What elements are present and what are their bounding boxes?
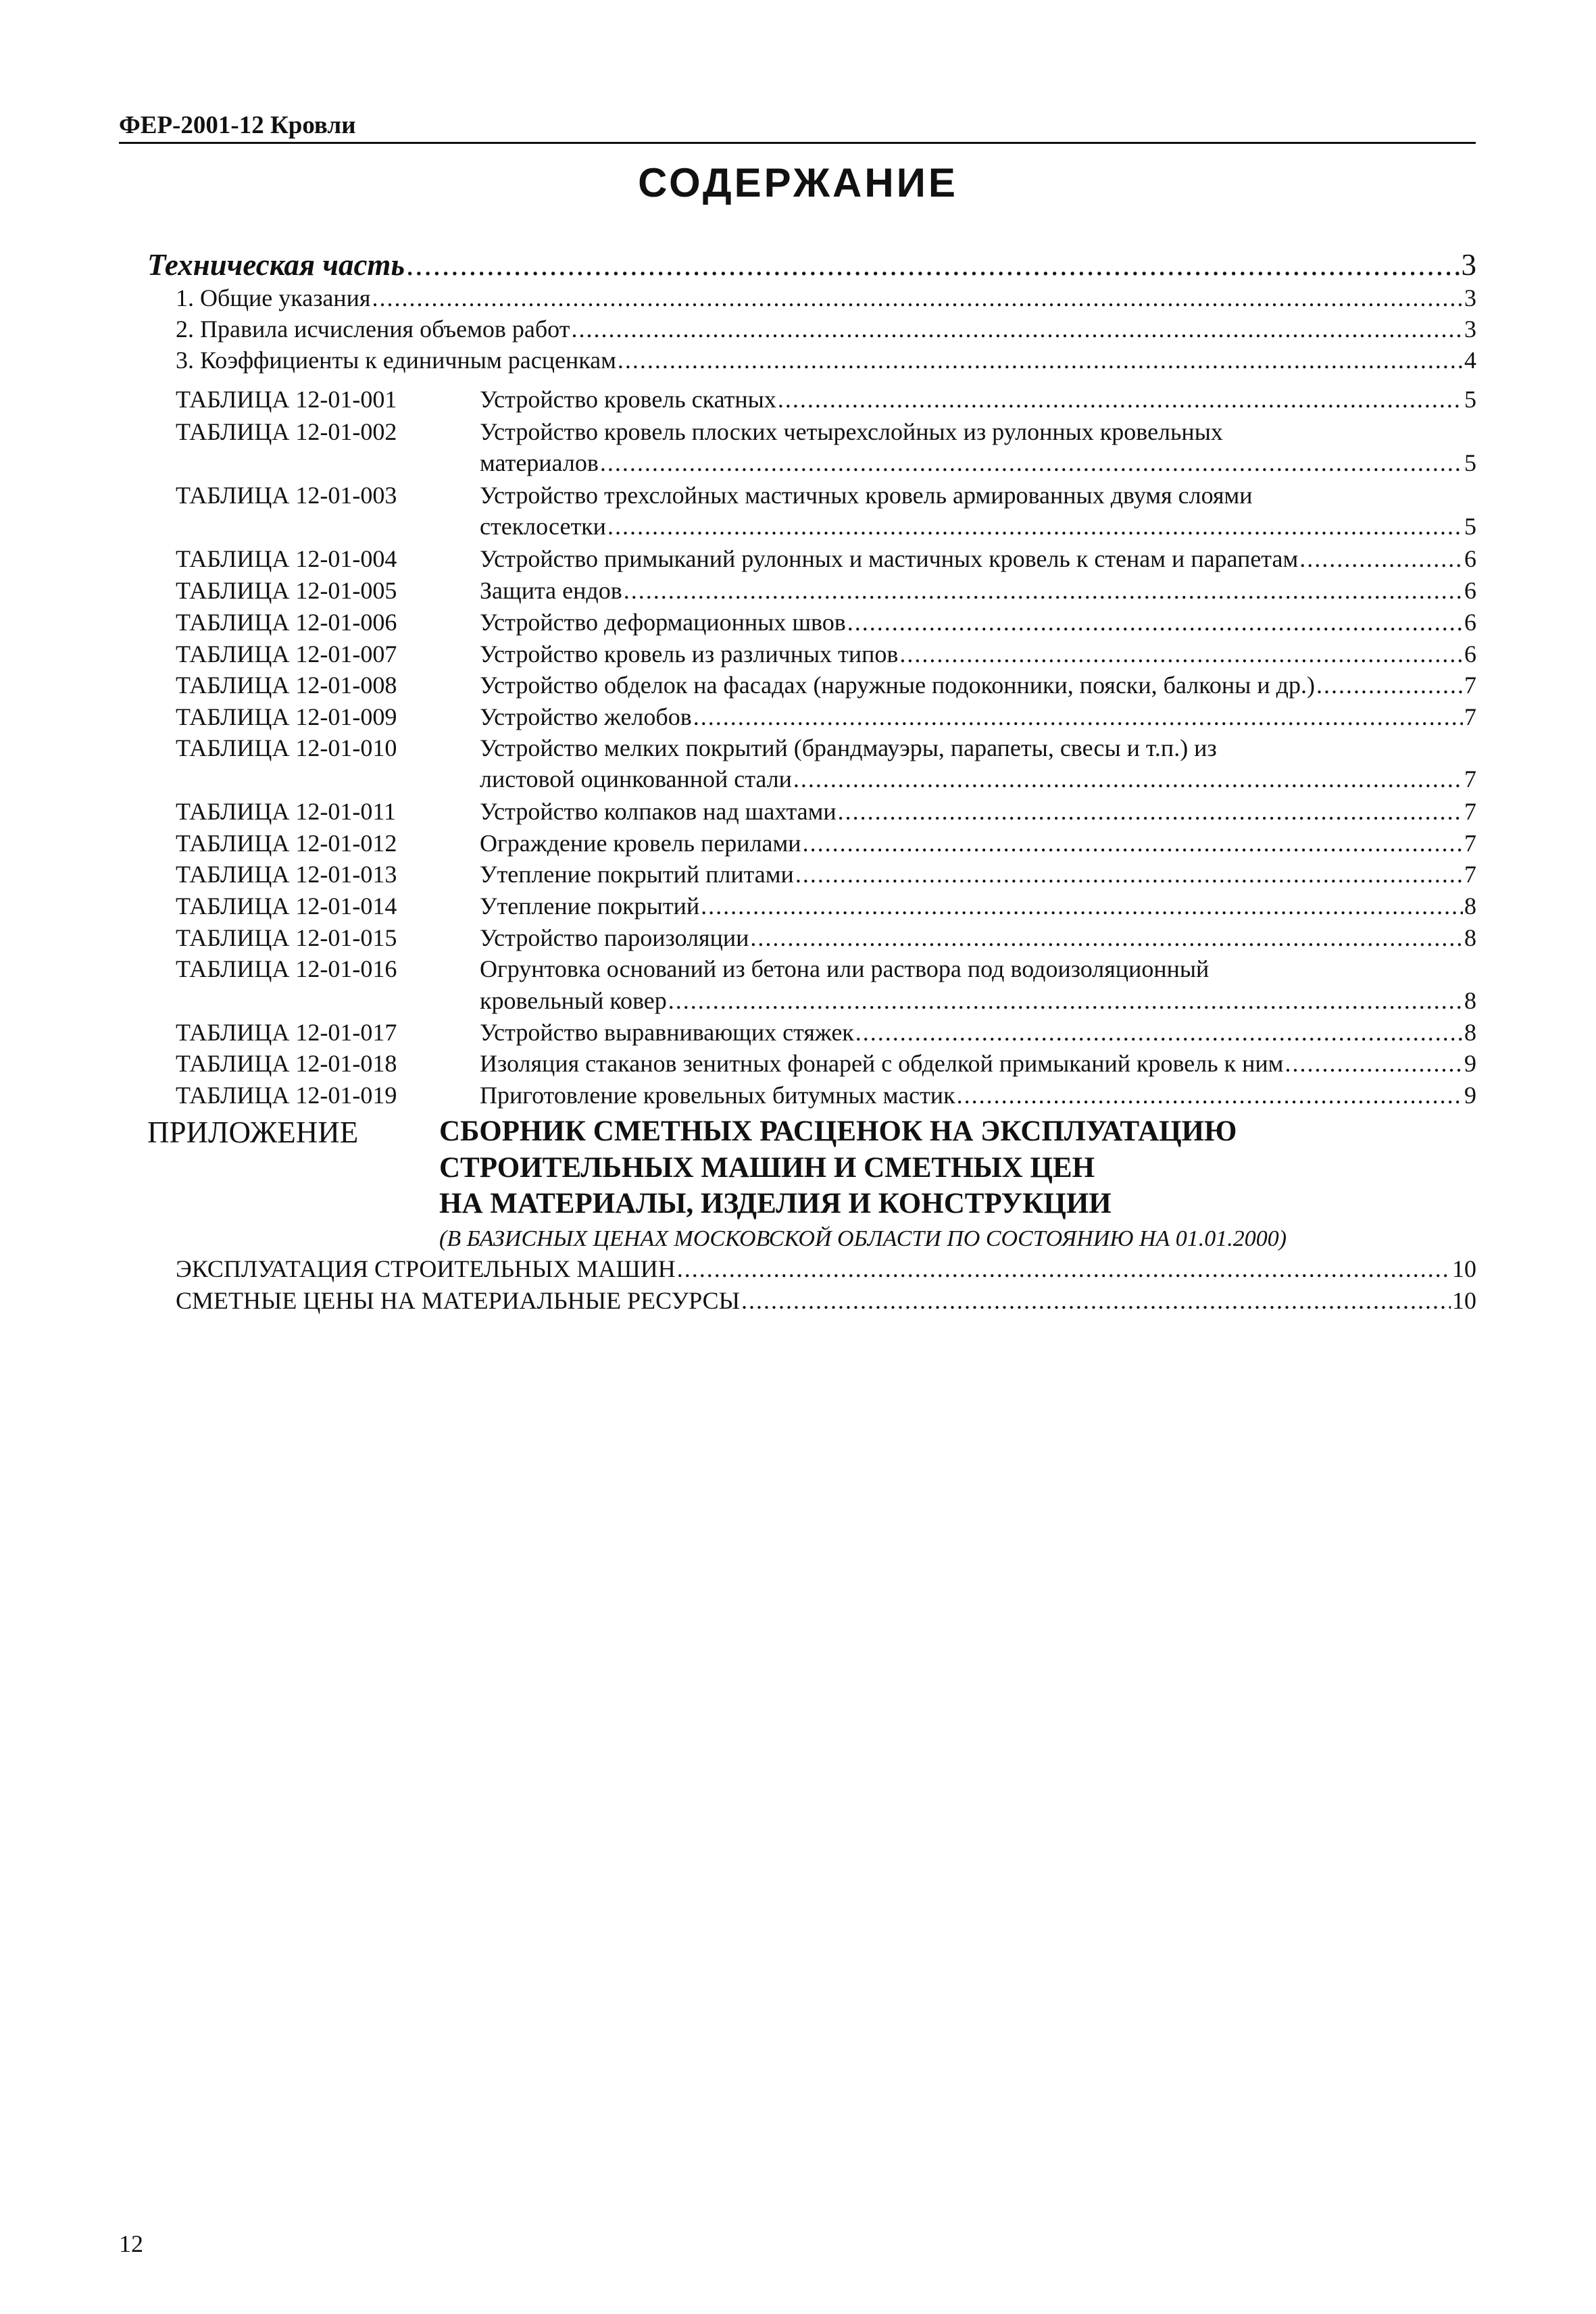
toc-leader [795,860,1463,888]
toc-table-title: Утепление покрытий плитами [480,861,794,888]
toc-page-number: 8 [1464,924,1476,951]
toc-table-code: ТАБЛИЦА 12-01-010 [176,734,397,761]
toc-page-number: 3 [1461,248,1476,282]
toc-table-title: Устройство кровель из различных типов [480,640,899,668]
toc-appendix-prices[interactable] [176,1286,1476,1315]
toc-page-number: 6 [1464,545,1476,572]
toc-table-code: ТАБЛИЦА 12-01-019 [176,1082,397,1109]
toc-table-code: ТАБЛИЦА 12-01-001 [176,386,397,413]
toc-table-code: ТАБЛИЦА 12-01-013 [176,861,397,888]
toc-page-number: 7 [1464,861,1476,888]
appendix-title-line: СБОРНИК СМЕТНЫХ РАСЦЕНОК НА ЭКСПЛУАТАЦИЮ [439,1115,1237,1147]
toc-table-entry[interactable] [480,576,1476,605]
toc-page-number: 8 [1464,892,1476,920]
toc-item-rules[interactable] [176,315,1476,343]
toc-leader [1299,545,1463,573]
toc-table-entry[interactable] [480,608,1476,636]
toc-leader [855,1018,1463,1047]
toc-page-number: 9 [1464,1082,1476,1109]
toc-leader [750,924,1463,952]
toc-table-title: Ограждение кровель перилами [480,830,801,857]
toc-table-entry[interactable] [480,449,1476,477]
toc-leader [406,247,1460,282]
toc-table-title: Устройство примыканий рулонных и мастичных кровель к стенам и парапетам [480,545,1299,572]
toc-page-number: 5 [1464,386,1476,413]
document-header-title: ФЕР-2001-12 Кровли [119,111,356,139]
toc-table-code: ТАБЛИЦА 12-01-011 [176,798,397,825]
page-title: СОДЕРЖАНИЕ [638,160,958,205]
toc-leader [847,608,1463,636]
toc-page-number: 10 [1452,1255,1476,1282]
toc-table-title-cont: материалов [480,449,599,476]
toc-page-number: 9 [1464,1050,1476,1077]
toc-table-code: ТАБЛИЦА 12-01-014 [176,892,397,920]
toc-item-label: СМЕТНЫЕ ЦЕНЫ НА МАТЕРИАЛЬНЫЕ РЕСУРСЫ [176,1287,740,1314]
toc-table-entry[interactable] [480,512,1476,540]
toc-item-general[interactable] [176,284,1476,312]
toc-page-number: 8 [1464,1019,1476,1046]
toc-page-number: 7 [1464,703,1476,730]
toc-leader [571,315,1463,343]
appendix-title-line: НА МАТЕРИАЛЫ, ИЗДЕЛИЯ И КОНСТРУКЦИИ [439,1188,1112,1219]
toc-table-code: ТАБЛИЦА 12-01-007 [176,640,397,668]
toc-table-title-cont: стеклосетки [480,513,606,540]
toc-table-entry[interactable] [480,797,1476,826]
toc-leader [618,346,1463,374]
toc-leader [372,284,1464,312]
toc-leader [778,385,1463,413]
toc-page-number: 3 [1464,316,1476,343]
toc-leader [899,640,1463,668]
toc-table-title: Утепление покрытий [480,892,700,920]
toc-table-entry[interactable] [480,986,1476,1015]
toc-table-title-cont: листовой оцинкованной стали [480,765,792,793]
toc-table-entry[interactable] [480,545,1476,573]
toc-leader [607,512,1463,540]
toc-item-label: 1. Общие указания [176,284,371,311]
toc-item-label: 3. Коэффициенты к единичным расценкам [176,347,616,374]
toc-table-title: Защита ендов [480,577,622,604]
toc-page-number: 5 [1464,449,1476,476]
toc-table-entry[interactable] [480,640,1476,668]
toc-page-number: 10 [1452,1287,1476,1314]
toc-item-label: 2. Правила исчисления объемов работ [176,316,570,343]
toc-table-entry[interactable] [480,703,1476,731]
toc-table-title-cont: кровельный ковер [480,987,667,1014]
appendix-title-line: СТРОИТЕЛЬНЫХ МАШИН И СМЕТНЫХ ЦЕН [439,1152,1095,1184]
toc-leader [1285,1049,1463,1078]
toc-leader [803,829,1463,857]
toc-page-number: 7 [1464,830,1476,857]
toc-table-entry[interactable] [480,860,1476,888]
toc-leader [741,1286,1451,1315]
toc-table-title: Устройство пароизоляции [480,924,749,951]
toc-leader [1316,671,1463,699]
toc-page-number: 7 [1464,672,1476,699]
toc-table-title: Устройство мелких покрытий (брандмауэры, парапеты, свесы и т.п.) из [480,734,1217,761]
toc-table-entry[interactable] [480,829,1476,857]
toc-table-code: ТАБЛИЦА 12-01-004 [176,545,397,572]
toc-leader [624,576,1463,605]
toc-table-entry[interactable] [480,385,1476,413]
toc-leader [693,703,1463,731]
toc-table-title: Устройство выравнивающих стяжек [480,1019,854,1046]
toc-table-code: ТАБЛИЦА 12-01-009 [176,703,397,730]
toc-table-entry[interactable] [480,765,1476,793]
toc-page-number: 7 [1464,798,1476,825]
toc-leader [701,892,1463,920]
toc-page-number: 5 [1464,513,1476,540]
toc-technical-part[interactable] [147,247,1476,282]
toc-table-code: ТАБЛИЦА 12-01-006 [176,609,397,636]
toc-table-title: Устройство желобов [480,703,692,730]
toc-table-code: ТАБЛИЦА 12-01-008 [176,672,397,699]
toc-page-number: 3 [1464,284,1476,311]
toc-leader [793,765,1463,793]
toc-page-number: 4 [1464,347,1476,374]
toc-table-title: Устройство деформационных швов [480,609,846,636]
toc-table-title: Устройство обделок на фасадах (наружные подоконники, пояски, балконы и др.) [480,672,1315,699]
toc-table-code: ТАБЛИЦА 12-01-015 [176,924,397,951]
toc-leader [677,1255,1451,1283]
toc-table-code: ТАБЛИЦА 12-01-005 [176,577,397,604]
toc-table-code: ТАБЛИЦА 12-01-003 [176,482,397,509]
toc-table-entry[interactable] [480,1081,1476,1109]
toc-page-number: 6 [1464,577,1476,604]
toc-leader [838,797,1463,826]
toc-table-entry[interactable] [480,1018,1476,1047]
toc-page-number: 7 [1464,765,1476,793]
toc-table-title: Устройство колпаков над шахтами [480,798,837,825]
toc-table-entry[interactable] [480,924,1476,952]
toc-item-coefficients[interactable] [176,346,1476,374]
toc-table-title: Изоляция стаканов зенитных фонарей с обделкой примыканий кровель к ним [480,1050,1284,1077]
toc-appendix-machines[interactable] [176,1255,1476,1283]
toc-table-code: ТАБЛИЦА 12-01-016 [176,955,397,982]
toc-table-entry[interactable] [480,1049,1476,1078]
toc-table-title: Устройство трехслойных мастичных кровель армированных двумя слоями [480,482,1253,509]
toc-leader [957,1081,1463,1109]
toc-table-title: Устройство кровель плоских четырехслойных из рулонных кровельных [480,418,1223,445]
toc-table-title: Устройство кровель скатных [480,386,776,413]
toc-table-entry[interactable] [480,892,1476,920]
toc-leader [668,986,1463,1015]
toc-table-title: Приготовление кровельных битумных мастик [480,1082,955,1109]
toc-technical-part-label: Техническая часть [147,248,405,282]
toc-table-code: ТАБЛИЦА 12-01-017 [176,1019,397,1046]
toc-item-label: ЭКСПЛУАТАЦИЯ СТРОИТЕЛЬНЫХ МАШИН [176,1255,676,1282]
toc-table-code: ТАБЛИЦА 12-01-012 [176,830,397,857]
toc-leader [600,449,1463,477]
header-divider [119,142,1476,144]
toc-table-entry[interactable] [480,671,1476,699]
toc-page-number: 6 [1464,640,1476,668]
appendix-note: (В БАЗИСНЫХ ЦЕНАХ МОСКОВСКОЙ ОБЛАСТИ ПО СОСТОЯНИЮ НА 01.01.2000) [439,1226,1287,1251]
page-number: 12 [119,2230,143,2257]
toc-page-number: 6 [1464,609,1476,636]
toc-table-title: Огрунтовка оснований из бетона или раствора под водоизоляционный [480,955,1210,982]
appendix-label: ПРИЛОЖЕНИЕ [147,1115,359,1149]
toc-table-code: ТАБЛИЦА 12-01-018 [176,1050,397,1077]
toc-table-code: ТАБЛИЦА 12-01-002 [176,418,397,445]
toc-page-number: 8 [1464,987,1476,1014]
